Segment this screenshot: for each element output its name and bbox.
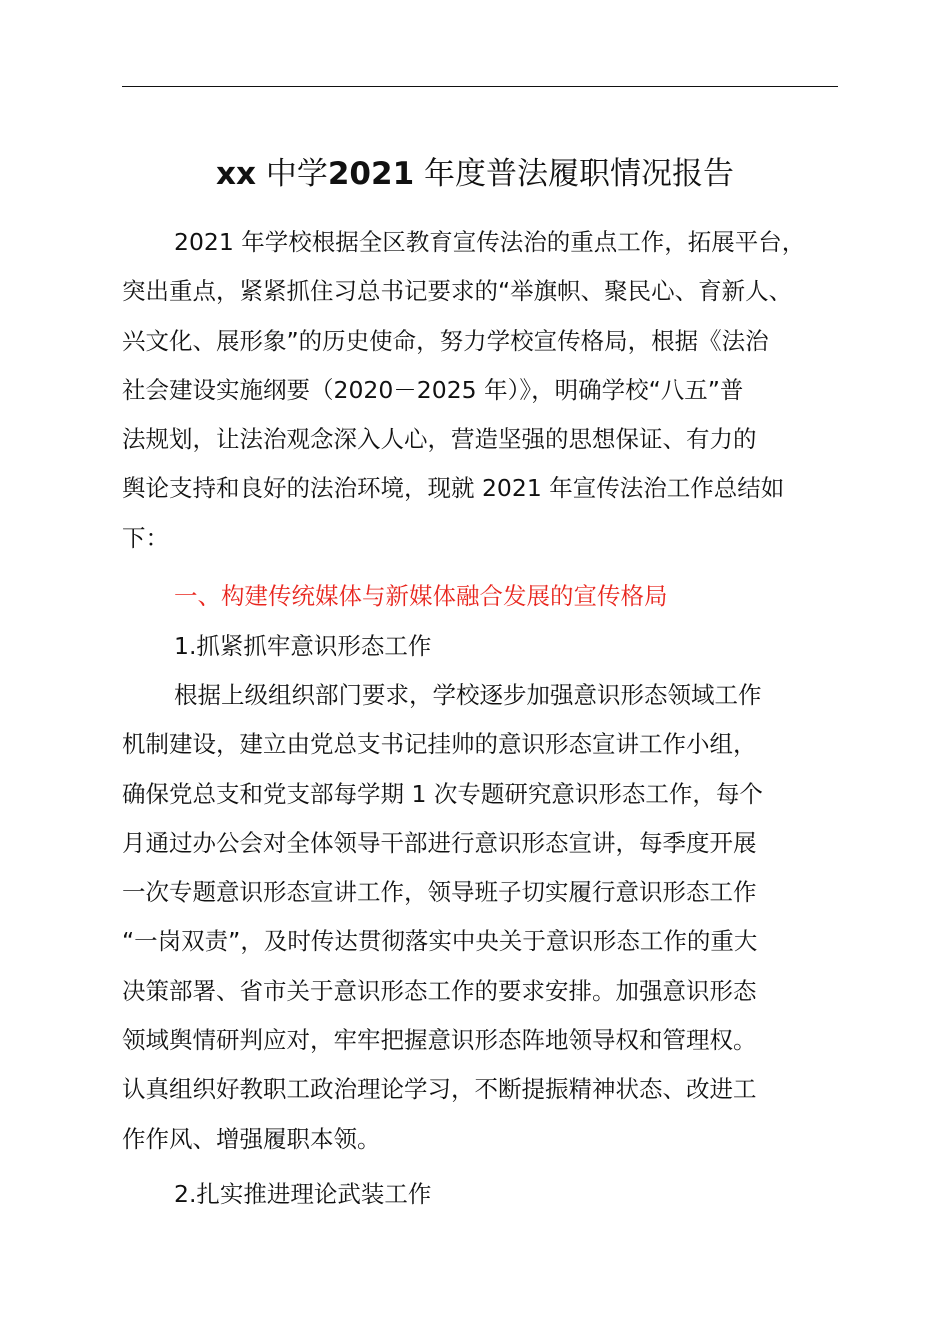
paragraph-line: 一次专题意识形态宣讲工作，领导班子切实履行意识形态工作 [122,878,757,907]
header-rule [122,86,838,87]
title-prefix: xx [216,156,256,192]
paragraph-line: 认真组织好教职工政治理论学习，不断提振精神状态、改进工 [122,1075,757,1104]
intro-paragraph [122,218,842,563]
paragraph-line: 机制建设，建立由党总支书记挂帅的意识形态宣讲工作小组， [122,730,757,759]
title-year: 2021 [327,156,415,192]
paragraph-line: 月通过办公会对全体领导干部进行意识形态宣讲，每季度开展 [122,828,757,857]
intro-line: 突出重点，紧紧抓住习总书记要求的“举旗帜、聚民心、育新人、 [122,277,793,306]
paragraph-line: 决策部署、省市关于意识形态工作的要求安排。加强意识形态 [122,976,757,1005]
paragraph-line: 领域舆情研判应对，牢牢把握意识形态阵地领导权和管理权。 [122,1026,757,1055]
title-school: 中学 [265,156,328,192]
paragraph-line: 根据上级组织部门要求，学校逐步加强意识形态领域工作 [174,681,762,709]
document-title [0,152,950,196]
intro-line: 下： [122,523,169,552]
subsection-1-paragraph [122,671,842,1164]
intro-line: 舆论支持和良好的法治环境，现就 2021 年宣传法治工作总结如 [122,474,785,503]
section-heading: 一、构建传统媒体与新媒体融合发展的宣传格局 [174,582,668,610]
paragraph-line: 作作风、增强履职本领。 [122,1124,381,1153]
subsection-heading-1: 1.抓紧抓牢意识形态工作 [174,632,432,660]
subsection-heading-2: 2.扎实推进理论武装工作 [174,1180,432,1208]
intro-line: 法规划，让法治观念深入人心，营造坚强的思想保证、有力的 [122,425,757,454]
paragraph-line: 确保党总支和党支部每学期 1 次专题研究意识形态工作，每个 [122,779,763,808]
paragraph-line: “一岗双责”，及时传达贯彻落实中央关于意识形态工作的重大 [122,927,758,956]
title-rest: 年度普法履职情况报告 [424,156,734,192]
intro-line: 兴文化、展形象”的历史使命，努力学校宣传格局，根据《法治 [122,326,769,355]
intro-line: 社会建设实施纲要（2020－2025 年）》，明确学校“八五”普 [122,375,744,404]
intro-line: 2021 年学校根据全区教育宣传法治的重点工作，拓展平台， [174,228,806,256]
